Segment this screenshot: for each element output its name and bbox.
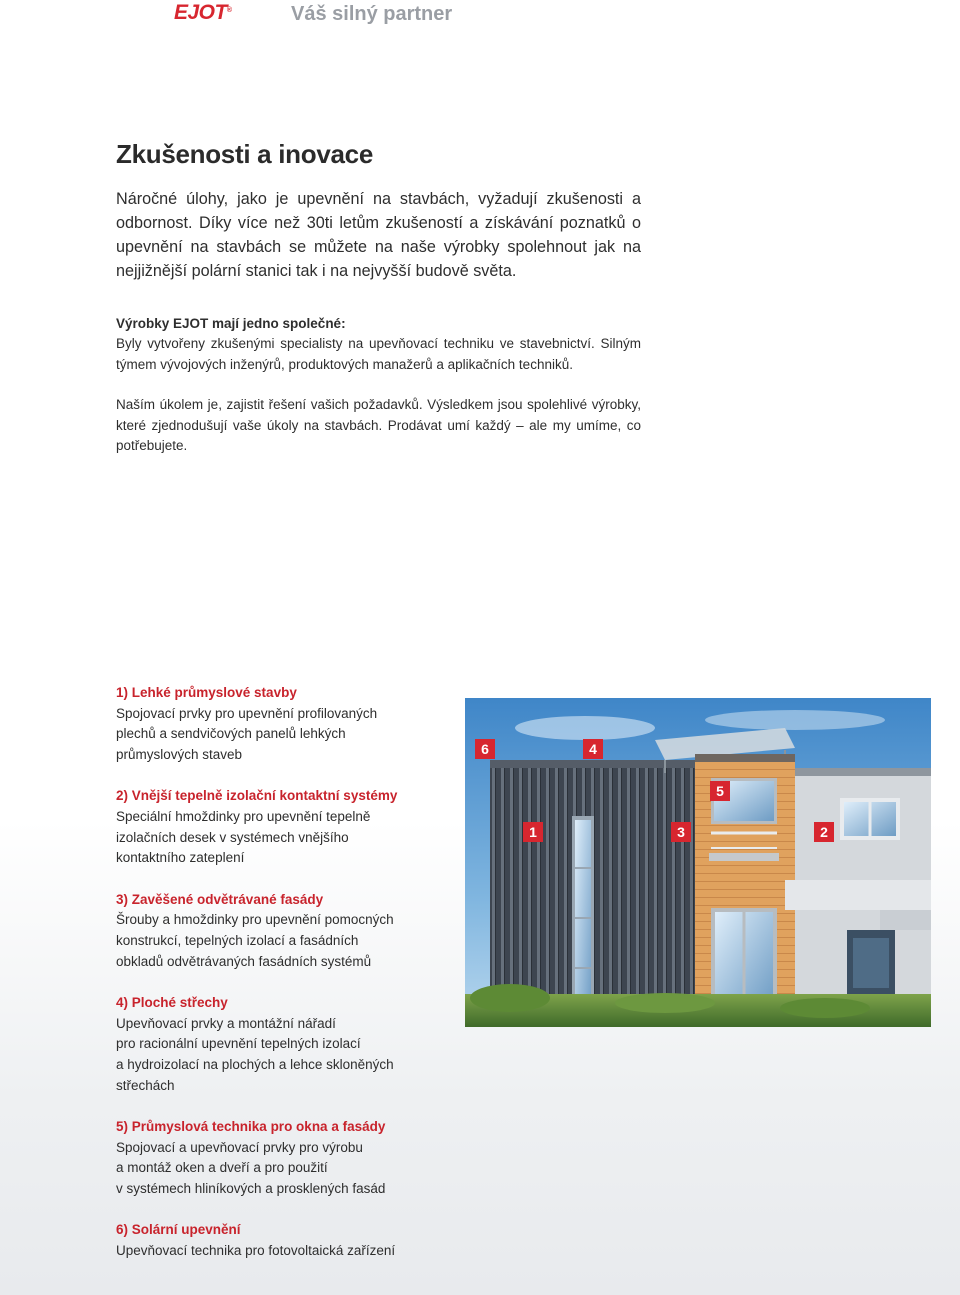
product-description: Spojovací a upevňovací prvky pro výrobu a montáž oken a dveří a pro použití v systémech hliníkových a prosklených fasád	[116, 1139, 386, 1196]
page-title: Zkušenosti a inovace	[116, 139, 373, 169]
product-list	[116, 683, 456, 1283]
product-title: 5) Průmyslová technika pro okna a fasády	[116, 1119, 386, 1135]
common-heading: Výrobky EJOT mají jedno společné:	[116, 316, 346, 331]
intro-paragraph: Náročné úlohy, jako je upevnění na stavbách, vyžadují zkušenosti a odbornost. Díky více než 30ti letům zkušeností a získávání poznatků o upevnění na stavbách se můžete na naše výrobky spolehnout jak na nejjižnější polární stanici tak i na nejvyšší budově světa.	[116, 190, 641, 280]
common-features-section	[116, 313, 641, 457]
product-item	[116, 1117, 456, 1199]
marker-1: 1	[523, 822, 543, 842]
product-description: Šrouby a hmoždinky pro upevnění pomocných konstrukcí, tepelných izolací a fasádních obkladů odvětrávaných fasádních systémů	[116, 912, 394, 969]
product-item	[116, 683, 456, 765]
marker-2: 2	[814, 822, 834, 842]
marker-4: 4	[583, 739, 603, 759]
product-item	[116, 890, 456, 972]
page-header	[0, 0, 960, 34]
marker-5: 5	[710, 781, 730, 801]
product-title: 6) Solární upevnění	[116, 1222, 241, 1238]
product-description: Upevňovací technika pro fotovoltaická zařízení	[116, 1243, 396, 1259]
product-description: Upevňovací prvky a montážní nářadí pro racionální upevnění tepelných izolací a hydroizolací na plochých a lehce skloněných střechách	[116, 1015, 394, 1093]
ejot-logo	[174, 2, 234, 24]
product-title: 3) Zavěšené odvětrávané fasády	[116, 891, 324, 907]
product-description: Speciální hmoždinky pro upevnění tepelně izolačních desek v systémech vnějšího kontaktního zateplení	[116, 808, 371, 866]
marker-6: 6	[475, 739, 495, 759]
logo-text: EJOT	[174, 1, 227, 24]
registered-mark: ®	[226, 7, 232, 14]
product-item	[116, 993, 456, 1096]
product-item	[116, 786, 456, 868]
building-illustration	[465, 698, 931, 1027]
product-item	[116, 1220, 456, 1261]
common-paragraph-1: Byly vytvořeny zkušenými specialisty na upevňovací techniku ve stavebnictví. Silným týmem vývojových inženýrů, produktových manažerů a aplikačních techniků.	[116, 336, 641, 372]
product-title: 2) Vnější tepelně izolační kontaktní systémy	[116, 788, 398, 804]
tagline: Váš silný partner	[291, 3, 453, 25]
common-paragraph-2: Naším úkolem je, zajistit řešení vašich požadavků. Výsledkem jsou spolehlivé výrobky, které zjednodušují vaše úkoly na stavbách. Prodávat umí každý – ale my umíme, co potřebujete.	[116, 397, 641, 453]
marker-3: 3	[671, 822, 691, 842]
product-title: 4) Ploché střechy	[116, 995, 228, 1011]
product-title: 1) Lehké průmyslové stavby	[116, 685, 297, 700]
product-description: Spojovací prvky pro upevnění profilovaných plechů a sendvičových panelů lehkých průmyslových staveb	[116, 705, 378, 762]
